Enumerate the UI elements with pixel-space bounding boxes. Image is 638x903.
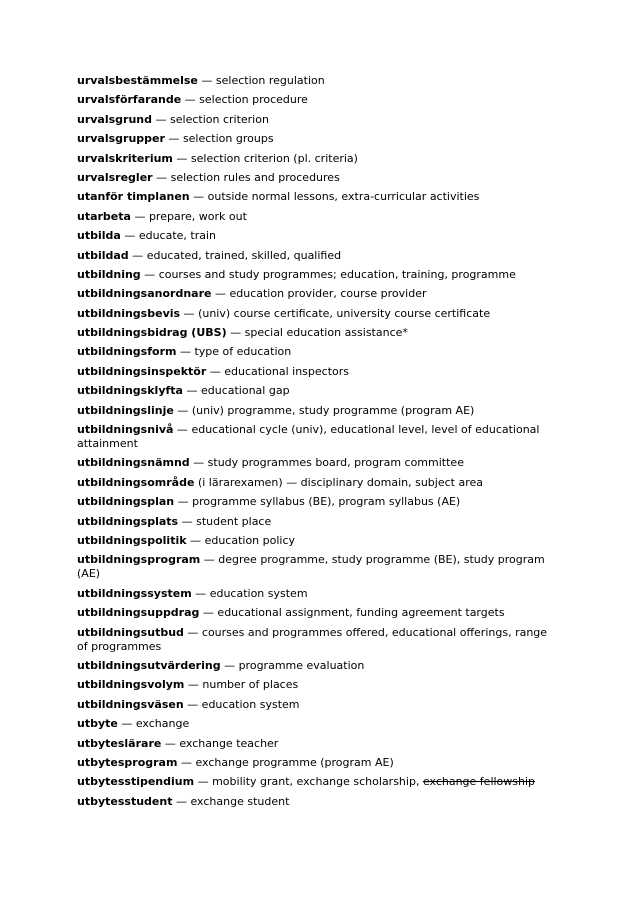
glossary-entry: utanför timplanen — outside normal lessons, extra-curricular activities	[77, 190, 480, 204]
entry-term: urvalsbestämmelse	[77, 74, 198, 87]
entry-term: utbilda	[77, 229, 121, 243]
entry-definition: selection groups	[182, 132, 274, 146]
glossary-entry: utbildad — educated, trained, skilled, qualified	[77, 248, 342, 262]
entry-term: utbytesstudent	[77, 794, 173, 808]
entry-definition: study programmes board, program committee	[207, 456, 464, 470]
entry-term: utbildningslinje	[77, 403, 174, 417]
entry-term: utbildning	[77, 267, 141, 281]
entry-term: utbildningssystem	[77, 586, 192, 600]
entry-definition: type of education	[194, 345, 292, 359]
entry-term: utbildningsklyfta	[77, 384, 183, 398]
glossary-entry: utbyte — exchange	[77, 717, 190, 731]
entry-term: utbildningsbidrag (UBS)	[77, 326, 227, 340]
entry-term: utbildningsplats	[77, 514, 179, 528]
entry-term: utbildningsplan	[77, 495, 175, 509]
entry-term: utbildad	[77, 248, 129, 262]
entry-definition: education system	[201, 697, 300, 711]
entry-term: urvalsgrupper	[77, 132, 165, 146]
glossary-entry: utbyteslärare — exchange teacher	[77, 736, 279, 750]
glossary-entry: utbildningsplan — programme syllabus (BE), program syllabus (AE)	[77, 495, 461, 509]
entry-definition: educate, train	[138, 229, 217, 243]
entry-definition: educated, trained, skilled, qualified	[146, 248, 342, 262]
entry-definition: mobility grant, exchange scholarship,	[212, 775, 423, 789]
glossary-entry: utbildningssystem — education system	[77, 586, 308, 600]
glossary-entry: utbytesstudent — exchange student	[77, 794, 290, 808]
entry-definition: programme evaluation	[238, 658, 365, 672]
glossary-entry: utbildningsutbud — courses and programmes offered, educational offerings, range of programmes	[77, 625, 548, 653]
entry-definition: number of places	[202, 678, 299, 692]
entry-term: urvalsregler	[77, 170, 153, 184]
entry-term: utbildningsutbud	[77, 625, 184, 639]
glossary-entry: utbildningslinje — (univ) programme, study programme (program AE)	[77, 403, 475, 417]
entry-definition: selection criterion (pl. criteria)	[190, 151, 358, 165]
entry-term: utbildningsområde	[77, 475, 195, 489]
entry-term: utbildningsbevis	[77, 306, 181, 320]
entry-term: utbildningsuppdrag	[77, 606, 200, 620]
entry-definition: education provider, course provider	[229, 287, 427, 301]
glossary-entry: urvalsförfarande — selection procedure	[77, 93, 308, 107]
entry-term: utbildningsform	[77, 345, 177, 359]
glossary-entry: urvalsgrund — selection criterion	[77, 112, 269, 126]
struck-definition: exchange fellowship	[422, 775, 536, 789]
entry-definition: selection procedure	[199, 93, 308, 107]
glossary-entry: utbildningsklyfta — educational gap	[77, 384, 290, 398]
entry-term: utbytesstipendium	[77, 775, 195, 789]
glossary-entry: utbildningsplats — student place	[77, 514, 272, 528]
entry-definition: exchange programme (program AE)	[195, 755, 394, 769]
glossary-entry: utbildningsbidrag (UBS) — special education assistance*	[77, 326, 408, 340]
glossary-entry: utbildningsprogram — degree programme, study programme (BE), study program (AE)	[77, 553, 545, 581]
entry-definition: educational cycle (univ), educational level, level of educational attainment	[77, 423, 540, 451]
entry-definition: outside normal lessons, extra-curricular activities	[207, 190, 480, 204]
entry-term: utbildningsinspektör	[77, 364, 207, 378]
entry-definition: courses and study programmes; education, training, programme	[158, 267, 516, 281]
entry-term: utbildningspolitik	[77, 533, 187, 547]
entry-definition: education system	[209, 586, 308, 600]
entry-term: utanför timplanen	[77, 190, 190, 204]
entry-term: urvalskriterium	[77, 151, 173, 165]
glossary-entry: utbildningsbevis — (univ) course certificate, university course certificate	[77, 306, 491, 320]
entry-definition: exchange student	[190, 794, 290, 808]
entry-term: utbildningsprogram	[77, 553, 201, 567]
entry-term: utbildningsväsen	[77, 697, 184, 711]
entry-term: utbildningsnivå	[77, 423, 174, 437]
glossary-entry: utbildningsnivå — educational cycle (univ), educational level, level of educational attainment	[77, 423, 540, 451]
glossary-entry: urvalskriterium — selection criterion (pl. criteria)	[77, 151, 358, 165]
entry-definition: educational assignment, funding agreement targets	[217, 606, 505, 620]
entry-definition: prepare, work out	[148, 209, 247, 223]
entry-term: utarbeta	[77, 209, 131, 223]
glossary-entry: utbildningsnämnd — study programmes board, program committee	[77, 456, 464, 470]
glossary-entry: utbytesstipendium — mobility grant, exchange scholarship, exchange fellowship	[77, 775, 536, 789]
glossary-entry: utbilda — educate, train	[77, 229, 217, 243]
glossary-entry: urvalsbestämmelse — selection regulation	[77, 74, 325, 87]
glossary-entry: utbytesprogram — exchange programme (program AE)	[77, 755, 394, 769]
entry-definition: special education assistance*	[244, 326, 408, 340]
entry-definition: programme syllabus (BE), program syllabus (AE)	[192, 495, 461, 509]
entry-term: utbildningsanordnare	[77, 287, 212, 301]
entry-definition: courses and programmes offered, educational offerings, range of programmes	[77, 625, 548, 653]
entry-definition: educational gap	[200, 384, 290, 398]
entry-term: urvalsförfarande	[77, 93, 182, 107]
entry-term: utbyteslärare	[77, 736, 162, 750]
glossary-entry: utbildningspolitik — education policy	[77, 533, 296, 547]
entry-term: utbytesprogram	[77, 755, 178, 769]
entry-definition: exchange teacher	[179, 736, 279, 750]
glossary-entry: utarbeta — prepare, work out	[77, 209, 247, 223]
glossary-entry: utbildningsutvärdering — programme evaluation	[77, 658, 365, 672]
glossary-entry: utbildning — courses and study programmes; education, training, programme	[77, 267, 516, 281]
entry-definition: student place	[196, 514, 272, 528]
glossary-entry: utbildningsinspektör — educational inspectors	[77, 364, 350, 378]
entry-term: utbildningsnämnd	[77, 456, 190, 470]
entry-definition: education policy	[204, 533, 296, 547]
glossary-entry: utbildningsform — type of education	[77, 345, 292, 359]
glossary-entry: urvalsgrupper — selection groups	[77, 132, 274, 146]
entry-definition: selection criterion	[170, 112, 269, 126]
glossary-entry: utbildningsuppdrag — educational assignment, funding agreement targets	[77, 606, 505, 620]
entry-definition: (i lärarexamen) — disciplinary domain, subject area	[197, 475, 483, 489]
entry-definition: (univ) course certificate, university course certificate	[198, 306, 491, 320]
entry-term: utbyte	[77, 717, 118, 731]
entry-definition: selection regulation	[215, 74, 325, 87]
glossary-entry: utbildningsanordnare — education provider, course provider	[77, 287, 427, 301]
glossary-page	[77, 74, 555, 814]
glossary-entry: utbildningsväsen — education system	[77, 697, 300, 711]
entry-definition: degree programme, study programme (BE), study program (AE)	[77, 553, 545, 581]
entry-definition: selection rules and procedures	[170, 170, 340, 184]
glossary-entry: urvalsregler — selection rules and procedures	[77, 170, 340, 184]
glossary-entry	[77, 476, 555, 490]
glossary-entry: utbildningsvolym — number of places	[77, 678, 299, 692]
entry-term: urvalsgrund	[77, 112, 153, 126]
entry-definition: exchange	[135, 717, 190, 731]
entry-definition: (univ) programme, study programme (program AE)	[191, 403, 475, 417]
entry-term: utbildningsvolym	[77, 678, 185, 692]
entry-definition: educational inspectors	[224, 364, 350, 378]
entry-term: utbildningsutvärdering	[77, 658, 221, 672]
